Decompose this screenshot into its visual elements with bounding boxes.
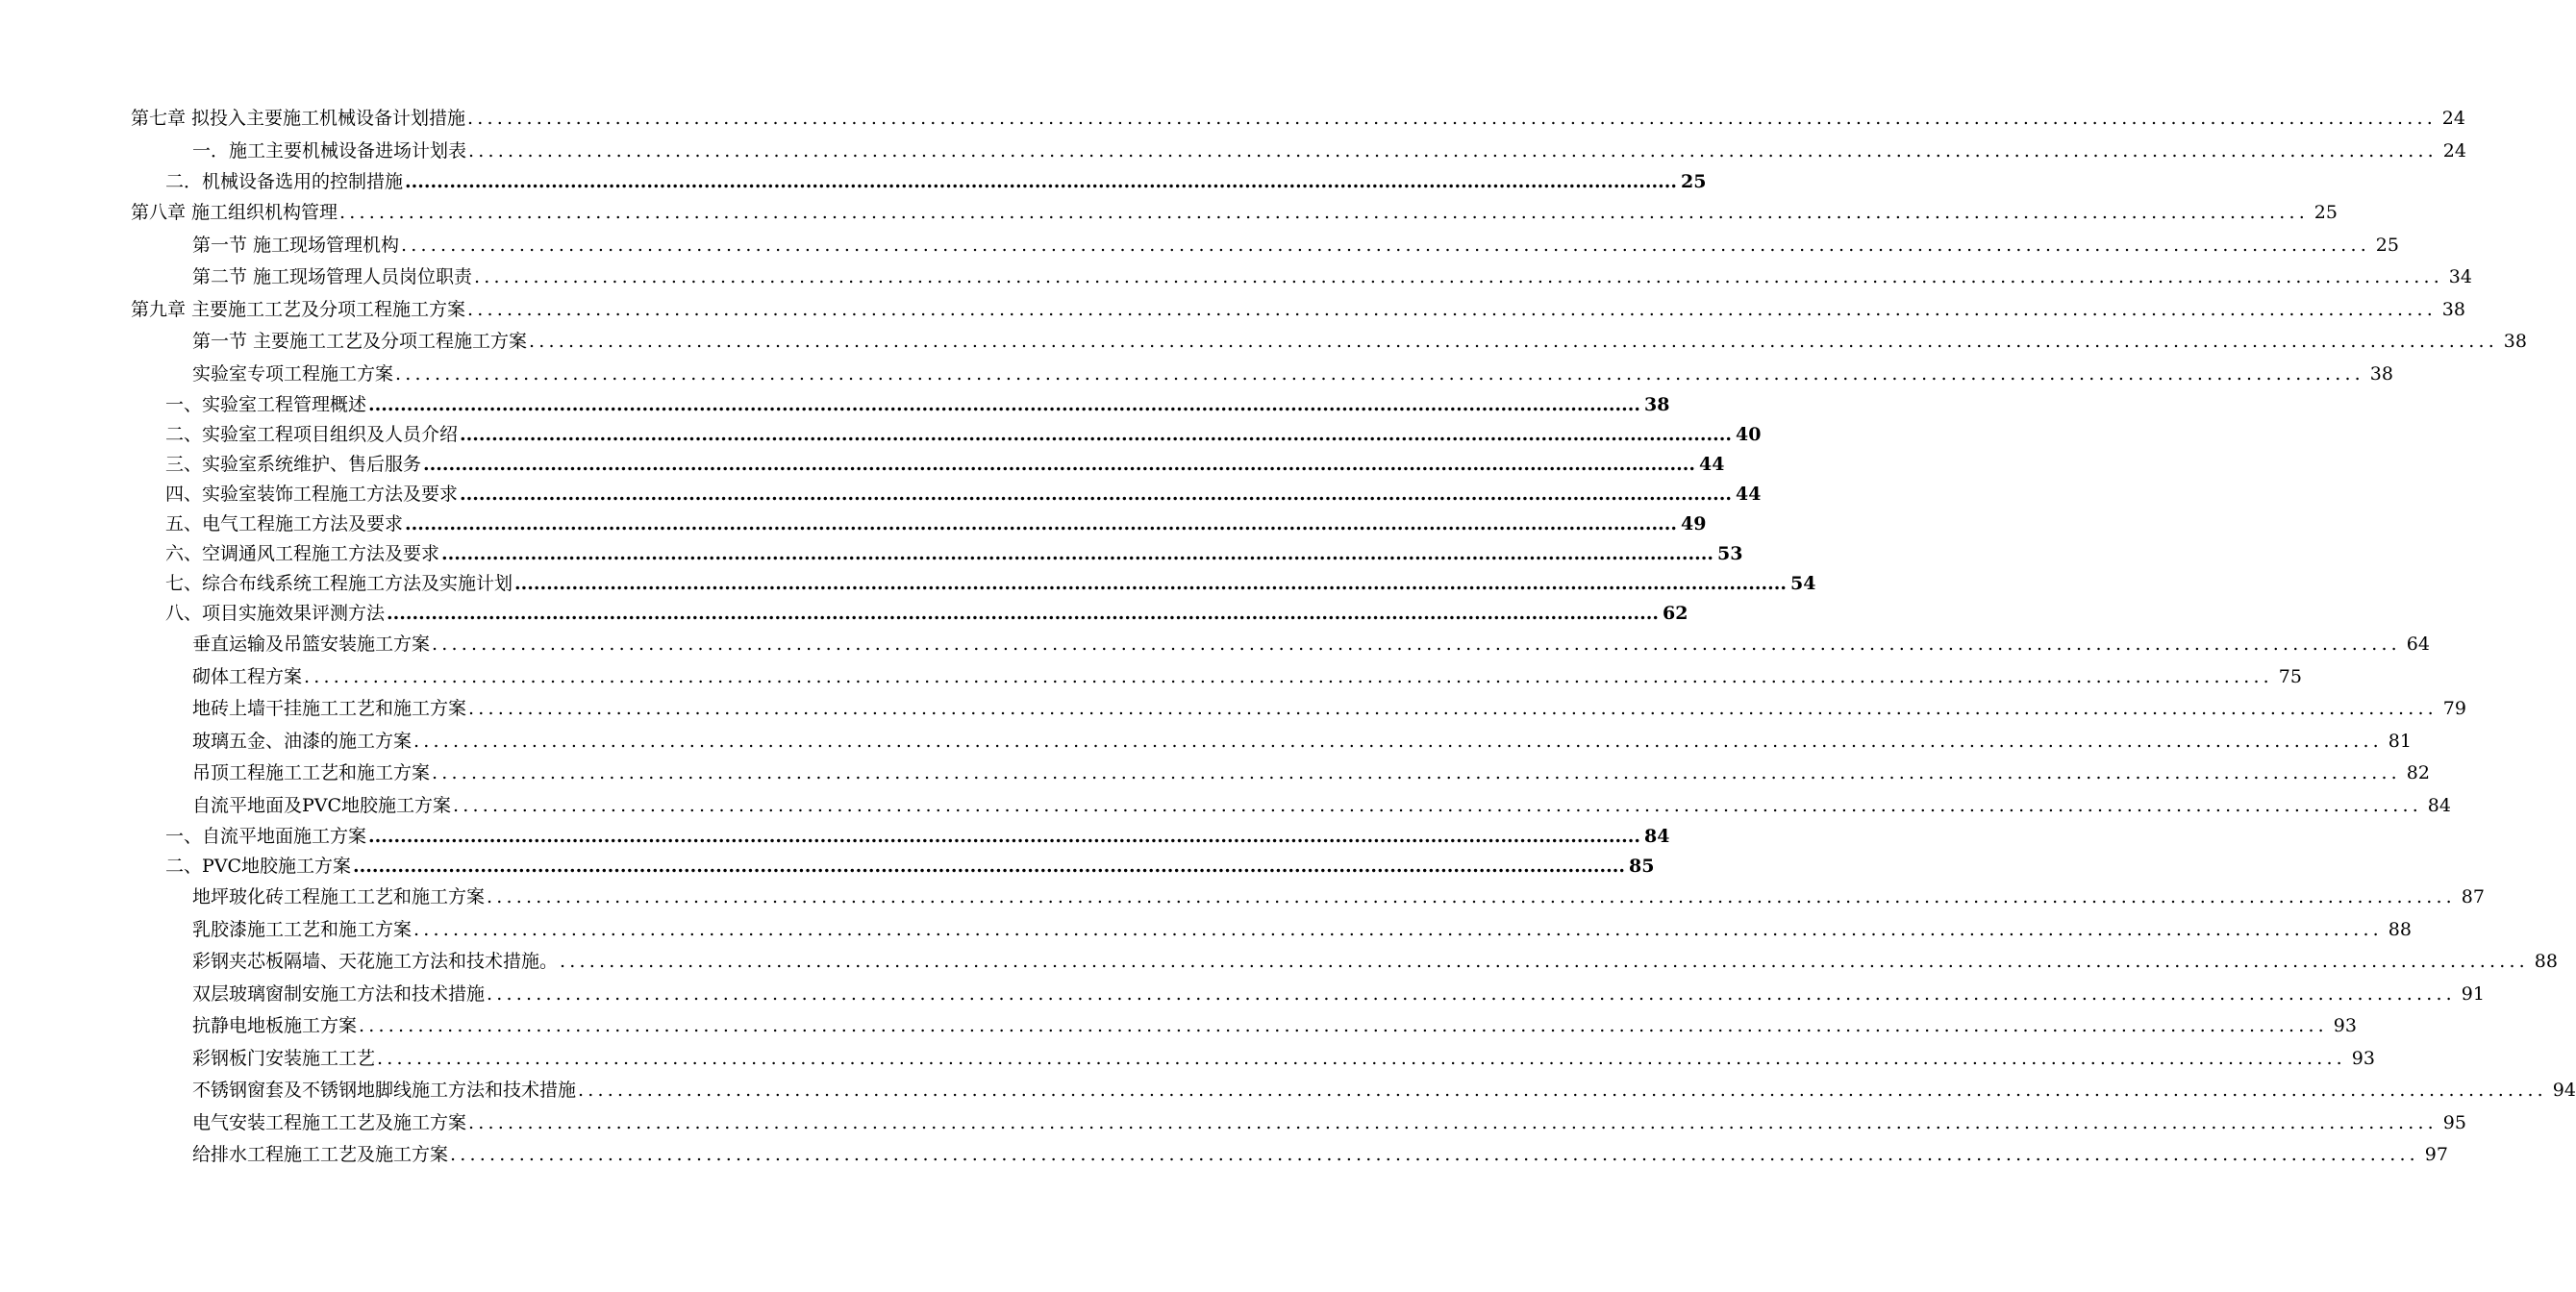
- toc-page-number: 34: [2448, 266, 2472, 287]
- toc-page-number: 91: [2461, 982, 2485, 1005]
- toc-page-number: 93: [2333, 1015, 2357, 1036]
- toc-entry-title: 一．施工主要机械设备进场计划表: [192, 139, 467, 162]
- toc-dot-leader: ........................................................................................................................................................................................................: [560, 951, 2529, 972]
- toc-entry-title: 电气安装工程施工工艺及施工方案: [192, 1111, 467, 1133]
- toc-entry-title: 玻璃五金、油漆的施工方案: [192, 730, 413, 752]
- toc-entry[interactable]: [0, 1075, 2576, 1107]
- toc-entry-title: 实验室专项工程施工方案: [192, 362, 394, 385]
- toc-entry[interactable]: [0, 629, 2430, 661]
- toc-entry[interactable]: [0, 420, 1762, 450]
- toc-entry-title: 地坪玻化砖工程施工工艺和施工方案: [192, 886, 486, 907]
- toc-page-number: 44: [1698, 454, 1725, 475]
- toc-page-number: 87: [2461, 886, 2485, 907]
- toc-dot-leader: ........................................................................................................................................................................................................: [405, 513, 1677, 534]
- toc-entry-title: 不锈钢窗套及不锈钢地脚线施工方法和技术措施: [192, 1080, 577, 1101]
- toc-entry[interactable]: [0, 693, 2466, 726]
- toc-dot-leader: ........................................................................................................................................................................................................: [487, 886, 2456, 907]
- toc-dot-leader: ........................................................................................................................................................................................................: [395, 362, 2364, 385]
- toc-page-number: 88: [2534, 951, 2558, 972]
- toc-page-number: 93: [2351, 1047, 2375, 1069]
- toc-dot-leader: ........................................................................................................................................................................................................: [468, 698, 2438, 719]
- toc-entry[interactable]: [0, 294, 2465, 327]
- toc-dot-leader: ........................................................................................................................................................................................................: [413, 918, 2383, 940]
- toc-dot-leader: ........................................................................................................................................................................................................: [304, 665, 2273, 687]
- toc-entry-title: 第七章 拟投入主要施工机械设备计划措施: [131, 108, 466, 129]
- toc-page-number: 79: [2442, 698, 2466, 719]
- toc-entry[interactable]: [0, 261, 2472, 294]
- toc-dot-leader: ........................................................................................................................................................................................................: [432, 762, 2401, 783]
- toc-entry-title: 乳胶漆施工工艺和施工方案: [192, 918, 413, 940]
- toc-dot-leader: ........................................................................................................................................................................................................: [432, 634, 2401, 655]
- toc-dot-leader: ........................................................................................................................................................................................................: [460, 484, 1732, 505]
- toc-page-number: 84: [1643, 826, 1670, 847]
- toc-entry[interactable]: [0, 852, 1655, 882]
- toc-dot-leader: ........................................................................................................................................................................................................: [368, 394, 1640, 415]
- toc-page-number: 54: [1789, 573, 1816, 594]
- toc-entry[interactable]: [0, 790, 2451, 823]
- toc-dot-leader: ........................................................................................................................................................................................................: [359, 1015, 2328, 1036]
- toc-entry[interactable]: [0, 509, 1707, 539]
- toc-page-number: 95: [2442, 1111, 2466, 1133]
- toc-page-number: 85: [1629, 856, 1655, 877]
- toc-dot-leader: ........................................................................................................................................................................................................: [487, 982, 2456, 1005]
- toc-entry[interactable]: [0, 197, 2338, 230]
- toc-page-number: 38: [2503, 331, 2527, 352]
- toc-entry[interactable]: [0, 599, 1688, 629]
- toc-page-number: 25: [2313, 202, 2338, 223]
- toc-entry-title: 二、实验室工程项目组织及人员介绍: [165, 424, 459, 445]
- toc-entry[interactable]: [0, 359, 2393, 391]
- toc-entry-title: 给排水工程施工工艺及施工方案: [192, 1144, 449, 1165]
- toc-entry[interactable]: [0, 946, 2558, 979]
- toc-entry-title: 彩钢夹芯板隔墙、天花施工方法和技术措施。: [192, 951, 559, 972]
- toc-page-number: 40: [1735, 424, 1762, 445]
- toc-dot-leader: ........................................................................................................................................................................................................: [405, 171, 1677, 192]
- toc-dot-leader: ........................................................................................................................................................................................................: [423, 454, 1695, 475]
- toc-entry-title: 第九章 主要施工工艺及分项工程施工方案: [131, 298, 466, 320]
- toc-page-number: 62: [1662, 603, 1688, 624]
- toc-entry-title: 一、实验室工程管理概述: [165, 394, 367, 415]
- toc-entry-title: 双层玻璃窗制安施工方法和技术措施: [192, 982, 486, 1005]
- toc-page-number: 25: [2375, 234, 2399, 256]
- toc-dot-leader: ........................................................................................................................................................................................................: [578, 1080, 2547, 1101]
- toc-dot-leader: ........................................................................................................................................................................................................: [368, 826, 1640, 847]
- toc-entry-title: 抗静电地板施工方案: [192, 1015, 358, 1036]
- toc-entry[interactable]: [0, 539, 1743, 569]
- toc-dot-leader: ........................................................................................................................................................................................................: [468, 139, 2438, 162]
- table-of-contents: [0, 103, 2576, 1172]
- toc-entry-title: 三、实验室系统维护、售后服务: [165, 454, 422, 475]
- toc-page-number: 25: [1680, 171, 1707, 192]
- toc-page-number: 97: [2424, 1144, 2448, 1165]
- toc-entry-title: 第八章 施工组织机构管理: [131, 202, 338, 223]
- toc-entry[interactable]: [0, 979, 2485, 1011]
- toc-entry[interactable]: [0, 726, 2412, 758]
- toc-page-number: 75: [2278, 665, 2302, 687]
- toc-entry-title: 八、项目实施效果评测方法: [165, 603, 386, 624]
- toc-entry-title: 地砖上墙干挂施工工艺和施工方案: [192, 698, 467, 719]
- toc-dot-leader: ........................................................................................................................................................................................................: [387, 603, 1659, 624]
- toc-entry-title: 彩钢板门安装施工工艺: [192, 1047, 376, 1069]
- toc-entry-title: 二、PVC地胶施工方案: [165, 856, 352, 877]
- toc-dot-leader: ........................................................................................................................................................................................................: [339, 202, 2309, 223]
- toc-dot-leader: ........................................................................................................................................................................................................: [377, 1047, 2346, 1069]
- toc-entry-title: 四、实验室装饰工程施工方法及要求: [165, 484, 459, 505]
- toc-dot-leader: ........................................................................................................................................................................................................: [450, 1144, 2419, 1165]
- toc-entry[interactable]: [0, 326, 2527, 359]
- toc-entry[interactable]: [0, 822, 1670, 852]
- toc-entry-title: 一、自流平地面施工方案: [165, 826, 367, 847]
- toc-dot-leader: ........................................................................................................................................................................................................: [467, 108, 2437, 129]
- toc-dot-leader: ........................................................................................................................................................................................................: [514, 573, 1787, 594]
- toc-entry[interactable]: [0, 103, 2465, 136]
- toc-page-number: 24: [2441, 108, 2465, 129]
- toc-entry[interactable]: [0, 167, 1707, 197]
- toc-dot-leader: ........................................................................................................................................................................................................: [460, 424, 1732, 445]
- toc-dot-leader: ........................................................................................................................................................................................................: [413, 730, 2383, 752]
- toc-entry[interactable]: [0, 390, 1670, 420]
- toc-entry-title: 第一节 主要施工工艺及分项工程施工方案: [192, 331, 528, 352]
- toc-entry-title: 垂直运输及吊篮安装施工方案: [192, 634, 431, 655]
- toc-entry[interactable]: [0, 882, 2485, 914]
- toc-page-number: 38: [2369, 362, 2393, 385]
- toc-page-number: 38: [1643, 394, 1670, 415]
- toc-entry[interactable]: [0, 569, 1816, 599]
- toc-dot-leader: ........................................................................................................................................................................................................: [401, 234, 2370, 256]
- toc-entry-title: 第二节 施工现场管理人员岗位职责: [192, 266, 473, 287]
- toc-entry[interactable]: [0, 914, 2412, 947]
- toc-entry[interactable]: [0, 230, 2399, 262]
- toc-entry-title: 第一节 施工现场管理机构: [192, 234, 400, 256]
- toc-page-number: 53: [1716, 543, 1743, 564]
- toc-dot-leader: ........................................................................................................................................................................................................: [468, 1111, 2438, 1133]
- toc-entry-title: 五、电气工程施工方法及要求: [165, 513, 404, 534]
- toc-entry-title: 自流平地面及PVC地胶施工方案: [192, 794, 452, 816]
- toc-page-number: 64: [2406, 634, 2430, 655]
- toc-entry[interactable]: [0, 136, 2466, 168]
- toc-page-number: 81: [2388, 730, 2412, 752]
- toc-entry-title: 吊顶工程施工工艺和施工方案: [192, 762, 431, 783]
- toc-page-number: 84: [2427, 794, 2451, 816]
- toc-dot-leader: ........................................................................................................................................................................................................: [353, 856, 1625, 877]
- toc-dot-leader: ........................................................................................................................................................................................................: [467, 298, 2437, 320]
- toc-entry[interactable]: [0, 450, 1725, 480]
- toc-page-number: 38: [2441, 298, 2465, 320]
- toc-entry[interactable]: [0, 1107, 2466, 1140]
- toc-page-number: 49: [1680, 513, 1707, 534]
- toc-entry-title: 二．机械设备选用的控制措施: [165, 171, 404, 192]
- toc-entry[interactable]: [0, 758, 2430, 790]
- toc-page-number: 44: [1735, 484, 1762, 505]
- toc-page-number: 94: [2552, 1080, 2576, 1101]
- toc-page-number: 88: [2388, 918, 2412, 940]
- toc-entry[interactable]: [0, 1010, 2357, 1043]
- toc-dot-leader: ........................................................................................................................................................................................................: [474, 266, 2443, 287]
- toc-entry-title: 七、综合布线系统工程施工方法及实施计划: [165, 573, 513, 594]
- toc-entry-title: 砌体工程方案: [192, 665, 303, 687]
- toc-entry[interactable]: [0, 1139, 2448, 1172]
- toc-entry[interactable]: [0, 661, 2302, 694]
- toc-page-number: 82: [2406, 762, 2430, 783]
- toc-entry[interactable]: [0, 1043, 2375, 1076]
- toc-entry-title: 六、空调通风工程施工方法及要求: [165, 543, 440, 564]
- toc-dot-leader: ........................................................................................................................................................................................................: [441, 543, 1713, 564]
- toc-dot-leader: ........................................................................................................................................................................................................: [453, 794, 2422, 816]
- toc-entry[interactable]: [0, 480, 1762, 509]
- toc-dot-leader: ........................................................................................................................................................................................................: [529, 331, 2498, 352]
- toc-page-number: 24: [2442, 139, 2466, 162]
